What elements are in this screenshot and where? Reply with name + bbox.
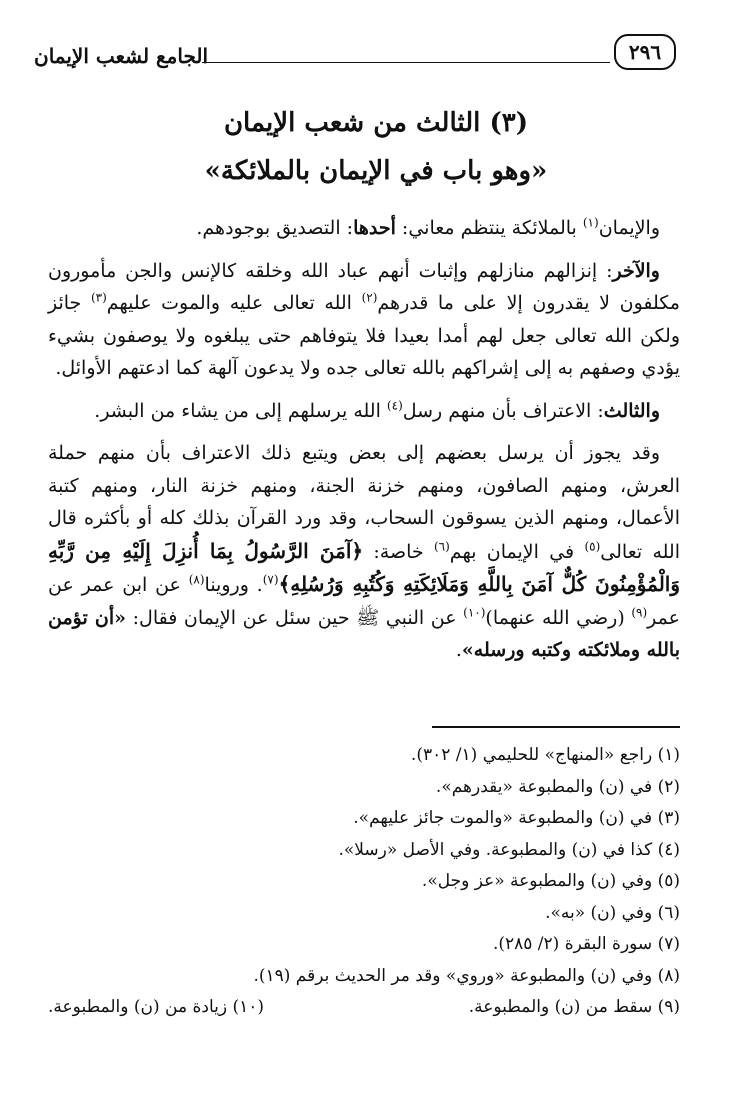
text-run: : إنزالهم منازلهم وإثبات أنهم عباد الله وخلقه كالإنس والجن مأمورون مكلفون لا يقدرون إلا على ما قدرهم [48, 259, 680, 314]
footnote-ref-9: (٩) [631, 605, 648, 620]
header-rule [202, 62, 610, 63]
footnote-10: (١٠) زيادة من (ن) والمطبوعة. [48, 997, 265, 1017]
main-text [48, 212, 680, 677]
footnotes [48, 740, 680, 1024]
page-number: ٢٩٦ [614, 34, 676, 70]
footnote-ref-6: (٦) [433, 539, 450, 554]
text-run: : التصديق بوجودهم. [196, 217, 354, 239]
footnote-ref-7: (٧) [262, 572, 279, 587]
footnote-ref-2: (٢) [361, 290, 378, 305]
footnote-6: (٦) وفي (ن) «به». [545, 902, 680, 923]
chapter-subtitle: «وهو باب في الإيمان بالملائكة» [204, 156, 548, 186]
paragraph-2 [48, 255, 680, 385]
footnote-4: (٤) كذا في (ن) والمطبوعة. وفي الأصل «رسلا». [338, 839, 680, 860]
paragraph-3 [48, 395, 680, 428]
footnote-ref-10: (١٠) [463, 605, 486, 620]
text-run: جائز ولكن الله تعالى جعل لهم أمدا بعيدا فلا يتوفاهم حتى يبلغوه ولا يوصفون بشيء يؤدي وصفهم به إلى إشراكهم بالله تعالى جده ولا يدعون آلهة كما ادعتهم الأوائل. [48, 292, 680, 379]
footnote-ref-5: (٥) [584, 539, 601, 554]
hadith-quote: «أن تؤمن بالله وملائكته وكتبه ورسله» [48, 606, 680, 661]
footnote-ref-1: (١) [582, 215, 599, 230]
footnote-ref-3: (٣) [90, 290, 107, 305]
footnote-2: (٢) في (ن) والمطبوعة «يقدرهم». [435, 776, 680, 797]
footnote-1: (١) راجع «المنهاج» للحليمي (١/ ٣٠٢). [410, 745, 680, 765]
running-header [34, 30, 676, 78]
paragraph-1 [48, 212, 680, 245]
text-run: . وروينا [204, 574, 263, 596]
text-run: بالملائكة ينتظم معاني: [395, 217, 583, 239]
lead-word: والثالث [603, 399, 660, 422]
lead-word: والآخر [612, 259, 660, 282]
footnote-separator [432, 726, 680, 728]
text-run: الله يرسلهم إلى من يشاء من البشر. [94, 399, 387, 422]
paragraph-4 [48, 437, 680, 667]
quran-verse: ﴿آمَنَ الرَّسُولُ بِمَا أُنزِلَ إِلَيْهِ مِن رَّبِّهِ وَالْمُؤْمِنُونَ كُلٌّ آمَنَ بِاللَّهِ وَمَلَائِكَتِهِ وَكُتُبِهِ وَرُسُلِهِ﴾ [48, 538, 681, 596]
text-run: وقد يجوز أن يرسل بعضهم إلى بعض ويتبع ذلك الاعتراف بأن منهم حملة العرش، ومنهم الصافون، ومنهم خزنة الجنة، ومنهم خزنة النار، ومنهم كتبة الأعمال، ومنهم الذين يسوقون السحاب، وقد ورد القرآن بذلك كله أو بأكثره قال الله تعالى [48, 442, 680, 563]
lead-word: أحدها [353, 217, 396, 239]
text-run: الله تعالى عليه والموت عليهم [106, 292, 362, 314]
footnote-3: (٣) في (ن) والمطبوعة «والموت جائز عليهم». [353, 808, 680, 828]
text-run: في الإيمان بهم [449, 540, 585, 563]
text-run: خاصة: [363, 540, 434, 563]
footnote-8: (٨) وفي (ن) والمطبوعة «وروي» وقد مر الحديث برقم (١٩). [253, 965, 680, 986]
text-run: عن ابن عمر عن عمر [48, 574, 680, 629]
text-run: : الاعتراف بأن منهم رسل [402, 399, 604, 422]
footnote-7: (٧) سورة البقرة (٢/ ٢٨٥). [492, 934, 680, 954]
footnote-row-9-10 [48, 992, 680, 1024]
text-run: عن النبي ﷺ حين سئل عن الإيمان فقال: [126, 606, 464, 629]
book-title: الجامع لشعب الإيمان [34, 44, 209, 68]
text-run: والإيمان [598, 217, 660, 239]
footnote-9: (٩) سقط من (ن) والمطبوعة. [468, 997, 680, 1017]
text-run: . [455, 639, 462, 661]
footnote-ref-4: (٤) [386, 398, 403, 413]
footnote-ref-8: (٨) [188, 572, 205, 587]
chapter-title: (٣) الثالث من شعب الإيمان [223, 108, 529, 138]
footnote-5: (٥) وفي (ن) والمطبوعة «عز وجل». [421, 871, 680, 891]
text-run: (رضي الله عنهما) [485, 606, 632, 629]
